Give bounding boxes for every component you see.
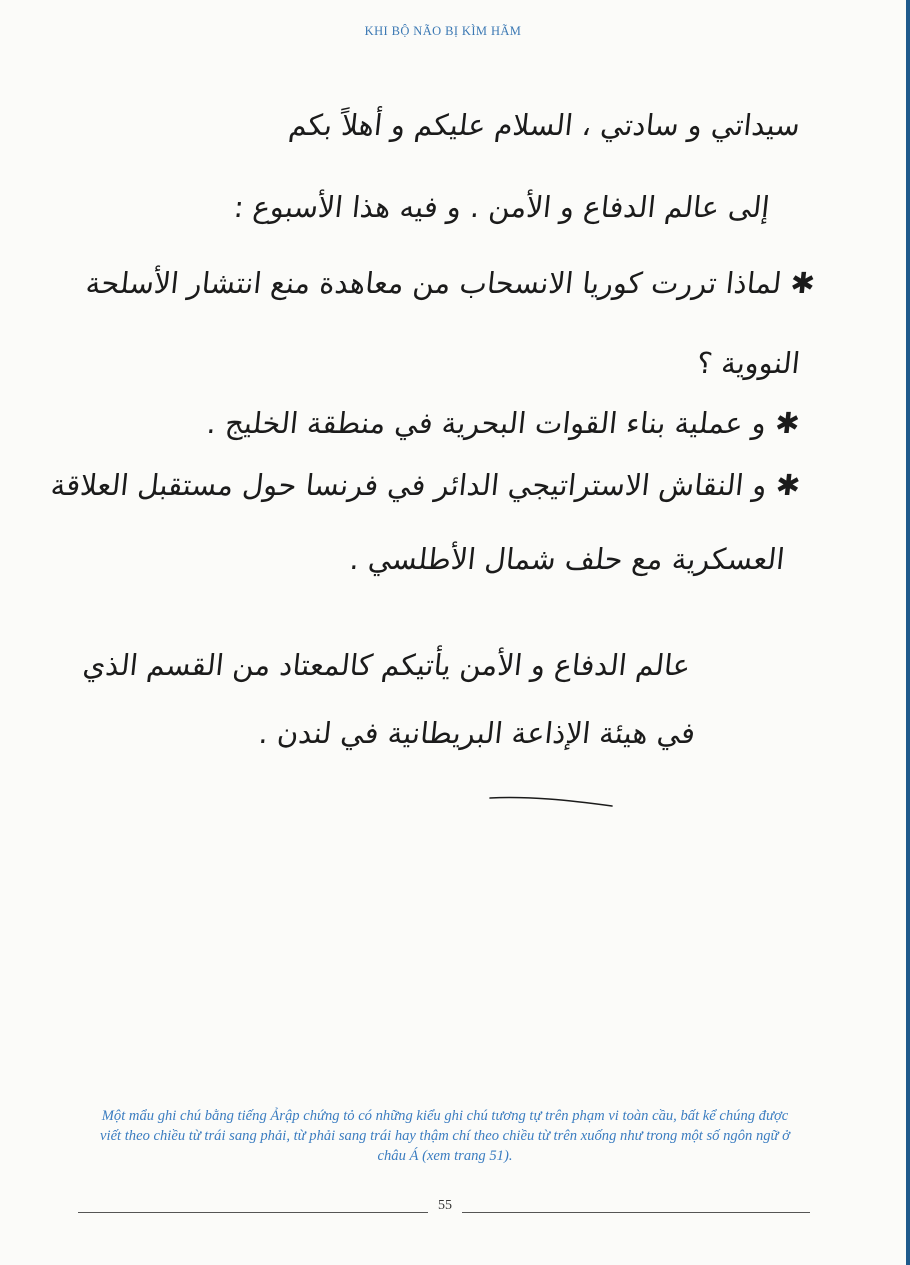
note-line: ✱ و النقاش الاستراتيجي الدائر في فرنسا حول مستقبل العلاقة — [48, 468, 802, 502]
note-line: ✱ لماذا تررت كوريا الانسحاب من معاهدة منع انتشار الأسلحة — [84, 266, 817, 300]
note-line: العسكرية مع حلف شمال الأطلسي . — [348, 542, 787, 576]
note-line: إلى عالم الدفاع و الأمن . و فيه هذا الأسبوع : — [232, 190, 772, 224]
note-line: في هيئة الإذاعة البريطانية في لندن . — [257, 716, 697, 750]
running-header: KHI BỘ NÃO BỊ KÌM HÃM — [364, 24, 522, 38]
page-number: 55 — [438, 1198, 452, 1213]
note-line: سيداتي و سادتي ، السلام عليكم و أهلاً بكم — [287, 108, 802, 142]
note-line: النووية ؟ — [695, 346, 802, 380]
note-line: ✱ و عملية بناء القوات البحرية في منطقة الخليج . — [205, 406, 802, 440]
signoff-stroke — [488, 794, 614, 808]
page-edge-bar — [906, 0, 910, 1265]
footer-rule-right — [462, 1212, 810, 1213]
note-line: عالم الدفاع و الأمن يأتيكم كالمعتاد من القسم الذي — [80, 648, 692, 682]
figure-caption: Một mẩu ghi chú bằng tiếng Ảrập chứng tỏ có những kiểu ghi chú tương tự trên phạm vi toàn cầu, bất kể chúng được viết theo chiều từ trái sang phải, từ phải sang trái hay thậm chí theo chiều từ trên xuống như trong một số ngôn ngữ ở châu Á (xem trang 51). — [100, 1108, 790, 1164]
footer-rule-left — [78, 1212, 428, 1213]
